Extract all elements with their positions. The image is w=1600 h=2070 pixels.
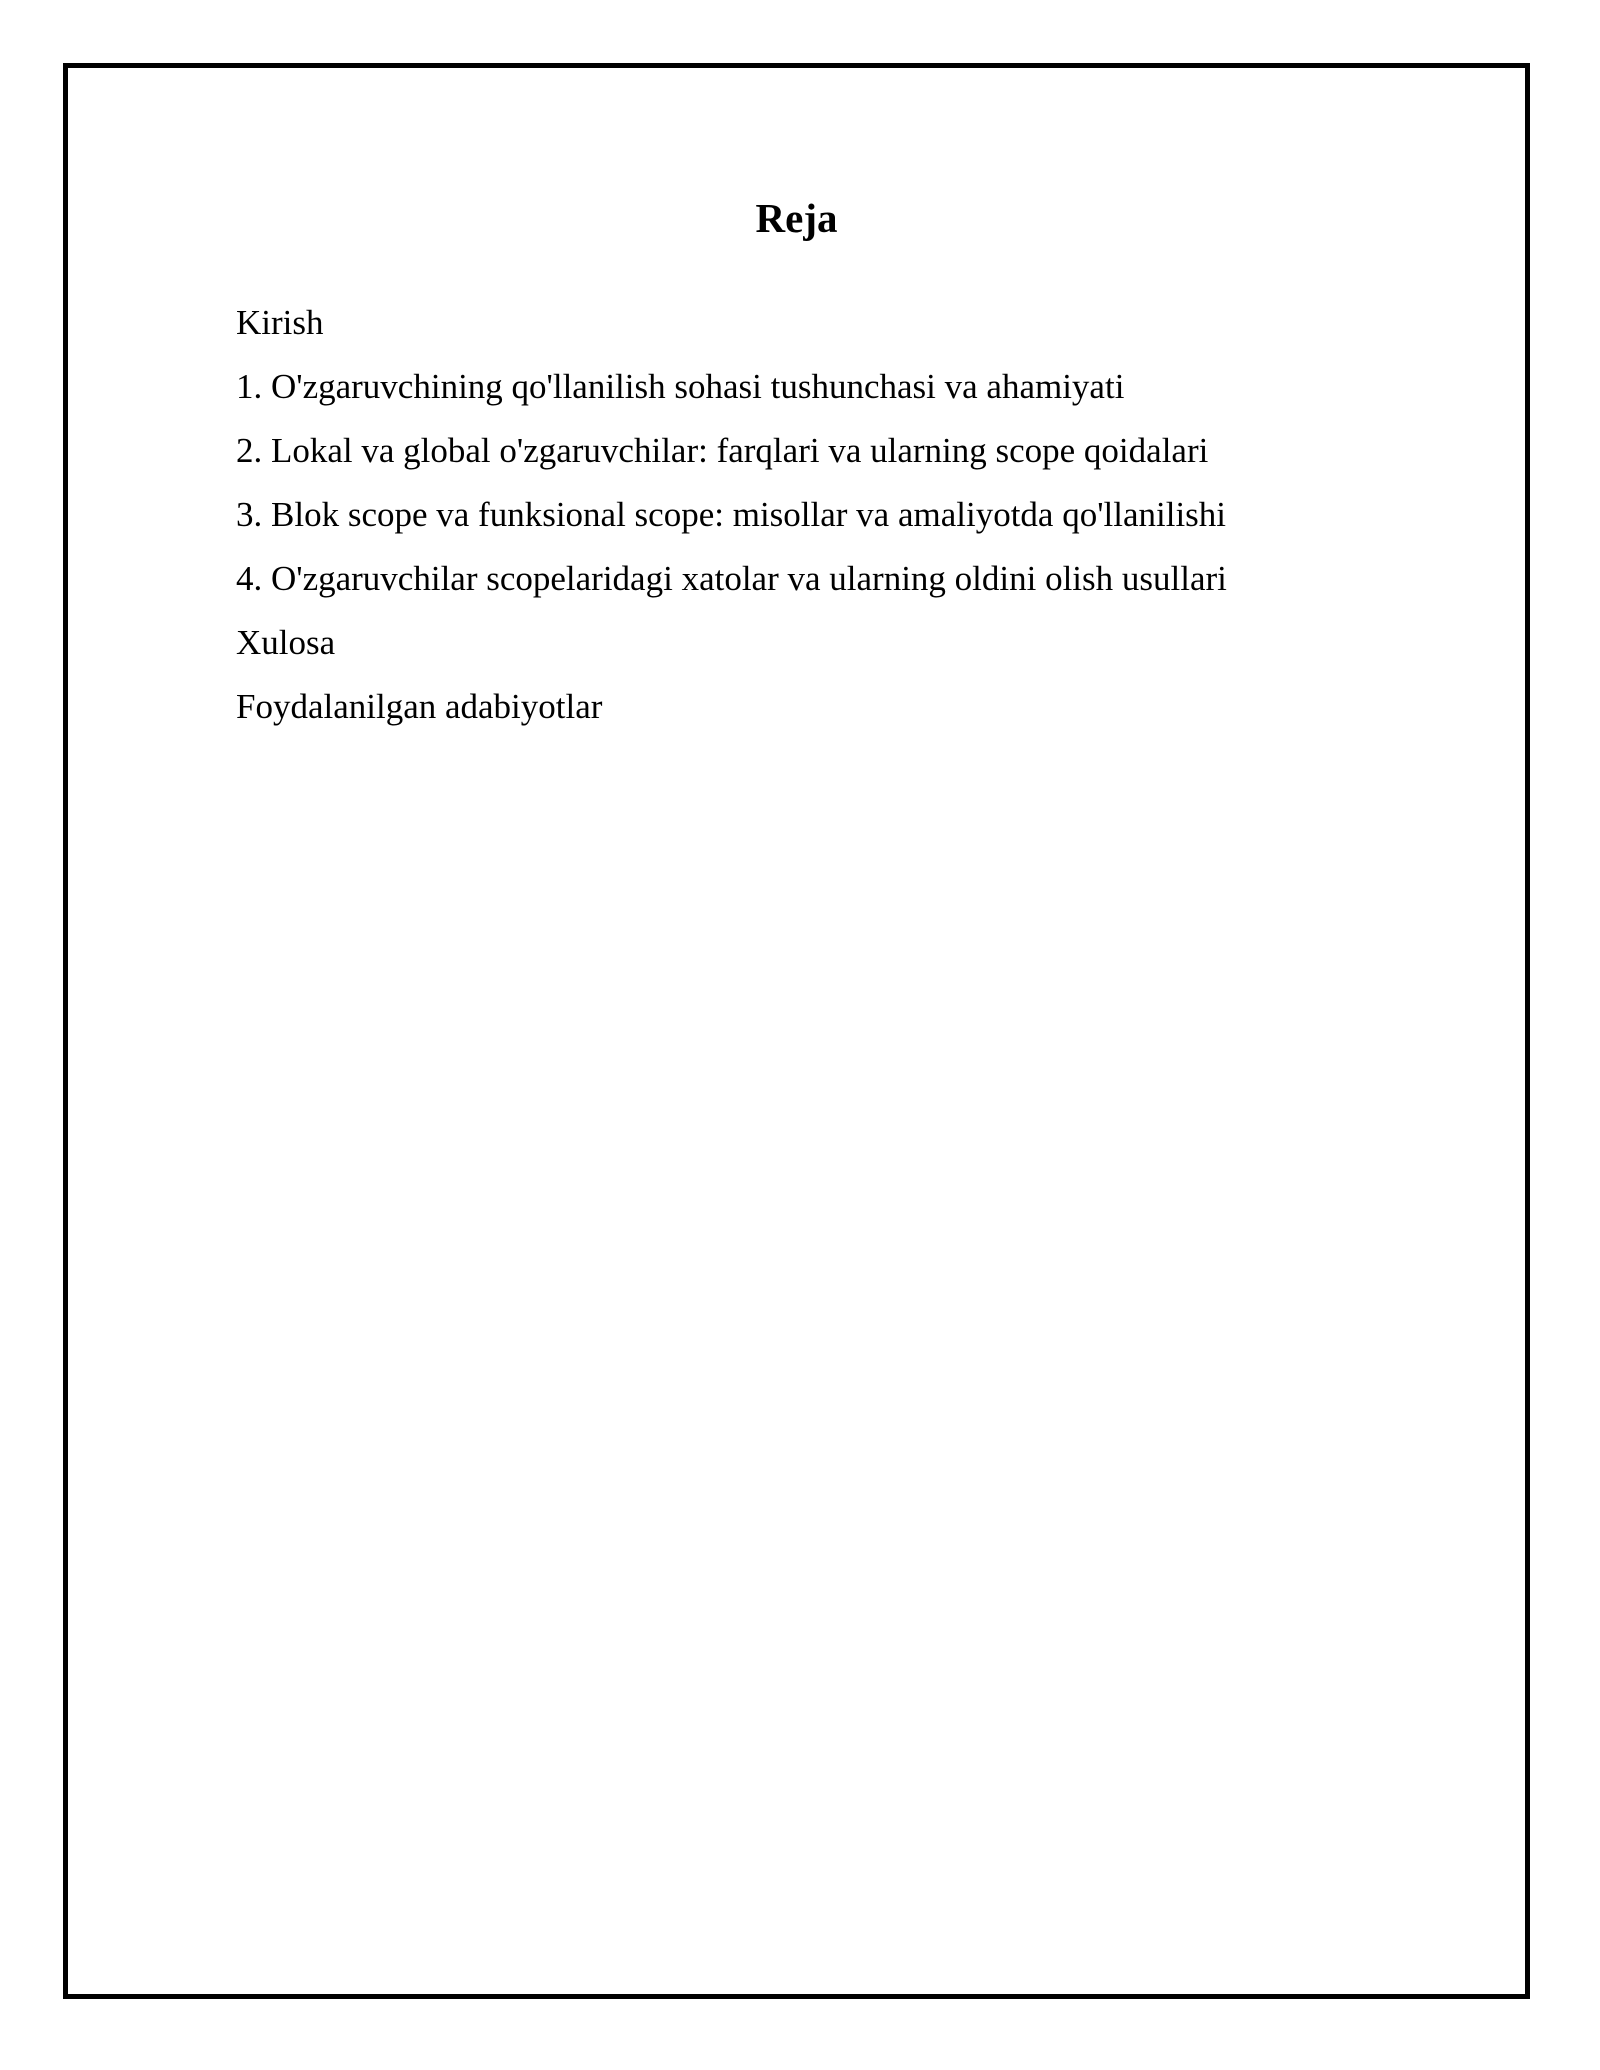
- plan-item-4: 4. O'zgaruvchilar scopelaridagi xatolar va ularning oldini olish usullari: [236, 559, 1227, 598]
- plan-list: [236, 291, 1227, 739]
- plan-item-3: 3. Blok scope va funksional scope: misollar va amaliyotda qo'llanilishi: [236, 495, 1227, 534]
- plan-item-1: 1. O'zgaruvchining qo'llanilish sohasi tushunchasi va ahamiyati: [236, 367, 1125, 406]
- plan-item-conclusion: Xulosa: [236, 623, 336, 662]
- plan-item-references: Foydalanilgan adabiyotlar: [236, 687, 603, 726]
- plan-item-introduction: Kirish: [236, 303, 324, 342]
- page-border-frame: [63, 63, 1530, 1999]
- page-title: Reja: [755, 195, 838, 241]
- plan-item-2: 2. Lokal va global o'zgaruvchilar: farqlari va ularning scope qoidalari: [236, 431, 1209, 470]
